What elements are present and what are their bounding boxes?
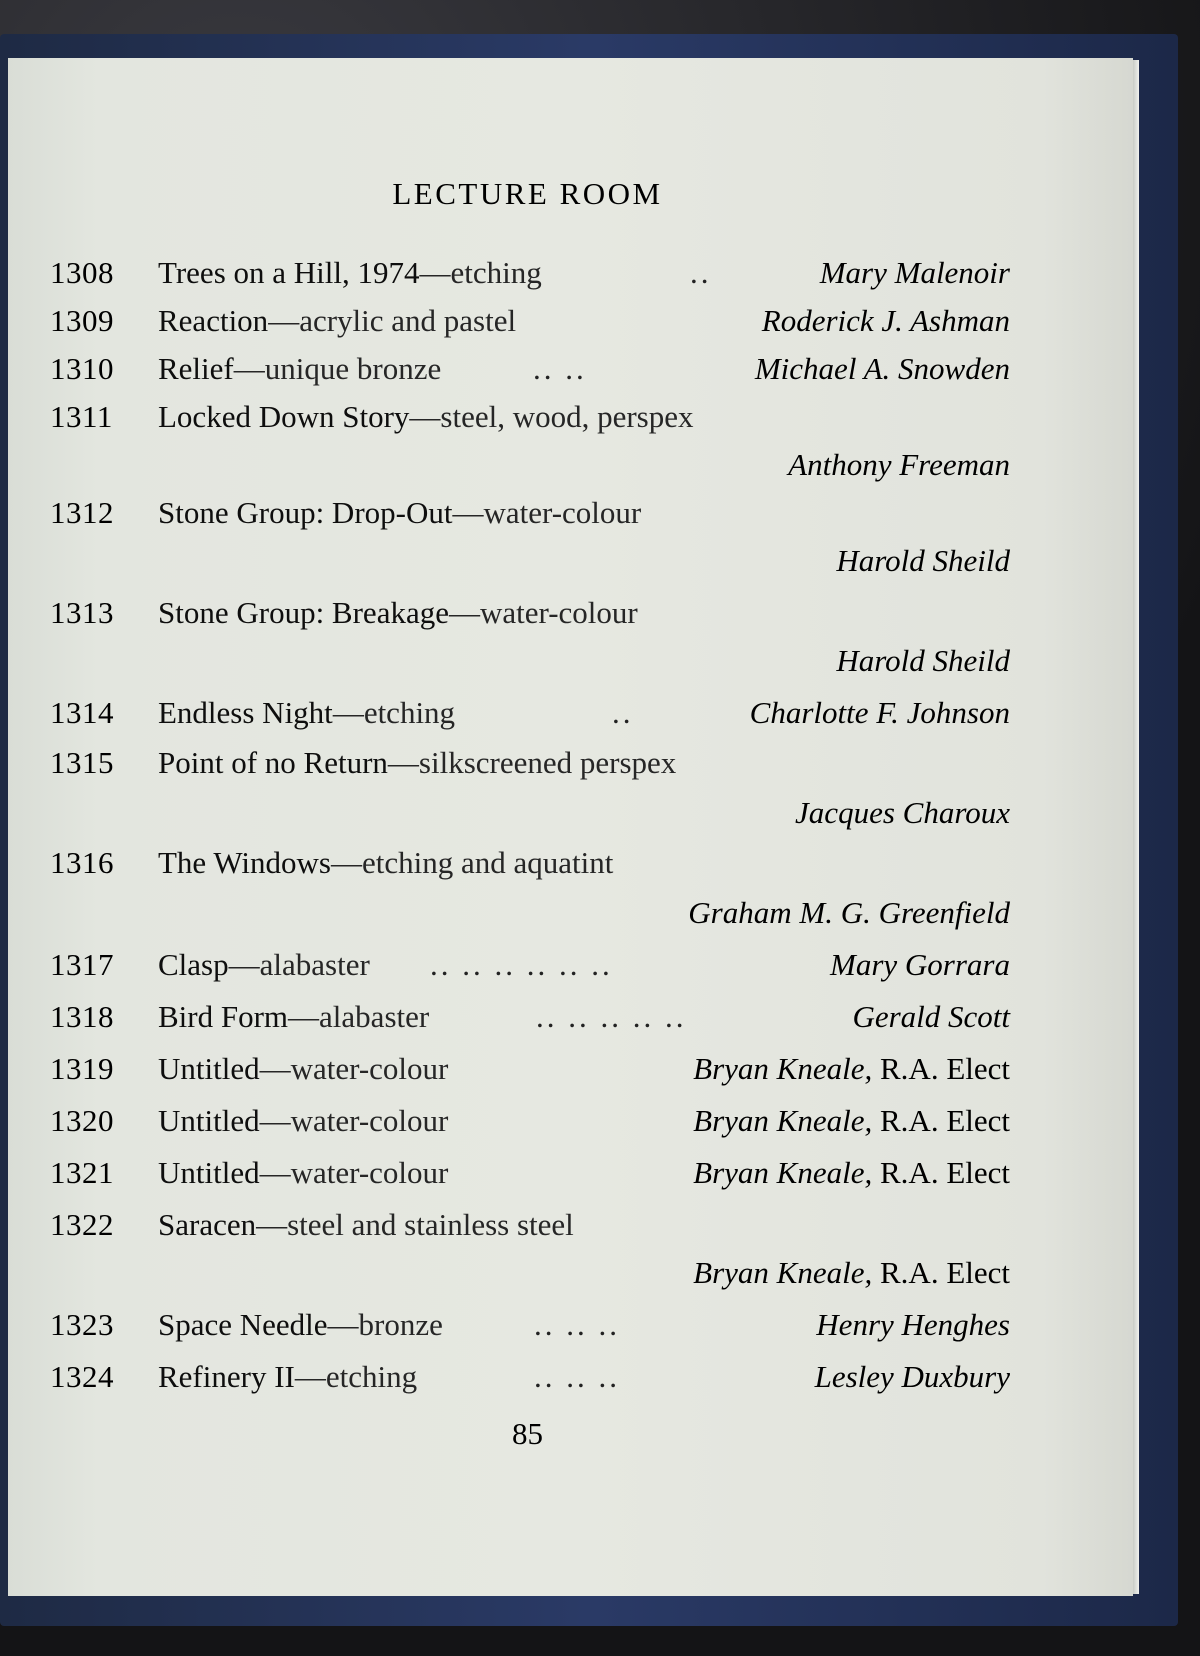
entry-artist	[755, 346, 1010, 392]
entry-artist	[762, 298, 1010, 344]
entry-work	[158, 740, 676, 786]
entry-artist	[693, 1098, 1010, 1144]
dot-leader: ..	[690, 255, 712, 290]
entry-medium: —silkscreened perspex	[387, 745, 677, 780]
catalogue-entry	[0, 740, 1200, 786]
entry-title: Untitled	[158, 1155, 260, 1190]
artist-name: Charlotte F. Johnson	[749, 695, 1010, 730]
entry-number: 1320	[50, 1103, 114, 1138]
entry-title: Trees on a Hill, 1974	[158, 255, 420, 290]
entry-number: 1323	[50, 1307, 114, 1342]
artist-name: Henry Henghes	[816, 1307, 1010, 1342]
dot-leader: .. ..	[533, 351, 587, 386]
catalogue-entry	[0, 942, 1200, 988]
artist-name: Bryan Kneale,	[693, 1103, 873, 1138]
artist-title: R.A. Elect	[872, 1255, 1010, 1290]
entry-medium: —steel, wood, perspex	[409, 399, 694, 434]
entry-work	[158, 1046, 448, 1092]
entry-title: Stone Group: Breakage	[158, 595, 449, 630]
entry-work	[158, 1098, 448, 1144]
entry-work	[158, 346, 441, 392]
entry-number: 1310	[50, 351, 114, 386]
catalogue-entry	[0, 1046, 1200, 1092]
entry-number: 1316	[50, 845, 114, 880]
dot-leader: .. .. ..	[534, 1359, 620, 1394]
catalogue-entry	[0, 840, 1200, 886]
catalogue-entry	[0, 690, 1200, 736]
entry-number: 1315	[50, 745, 114, 780]
artist-title: R.A. Elect	[872, 1051, 1010, 1086]
entry-work	[158, 250, 542, 296]
entry-title: Stone Group: Drop-Out	[158, 495, 453, 530]
entry-work	[158, 298, 516, 344]
entry-work	[158, 1150, 448, 1196]
entry-medium: —etching	[332, 695, 456, 730]
artist-name: Harold Sheild	[836, 543, 1010, 578]
entry-title: Refinery II	[158, 1359, 295, 1394]
entry-medium: —alabaster	[228, 947, 370, 982]
catalogue-entry-continued	[0, 538, 1200, 584]
entry-artist	[820, 250, 1010, 296]
entry-work	[158, 590, 638, 636]
dot-leader: ..	[612, 695, 634, 730]
entry-medium: —alabaster	[288, 999, 430, 1034]
entry-number: 1317	[50, 947, 114, 982]
artist-name: Bryan Kneale,	[693, 1155, 873, 1190]
entry-artist	[852, 994, 1010, 1040]
artist-name: Jacques Charoux	[795, 795, 1010, 830]
entry-number: 1321	[50, 1155, 114, 1190]
page-heading: LECTURE ROOM	[392, 176, 663, 211]
artist-name: Graham M. G. Greenfield	[688, 895, 1010, 930]
artist-name: Mary Gorrara	[830, 947, 1010, 982]
entry-medium: —water-colour	[452, 495, 642, 530]
entry-number: 1324	[50, 1359, 114, 1394]
entry-medium: —water-colour	[259, 1103, 449, 1138]
entry-title: Bird Form	[158, 999, 289, 1034]
artist-name: Mary Malenoir	[819, 255, 1010, 290]
entry-medium: —etching	[294, 1359, 418, 1394]
entry-title: Point of no Return	[158, 745, 388, 780]
entry-title: Clasp	[158, 947, 229, 982]
entry-number: 1312	[50, 495, 114, 530]
entry-medium: —water-colour	[259, 1155, 449, 1190]
artist-name: Lesley Duxbury	[814, 1359, 1010, 1394]
dot-leader: .. .. .. .. .. ..	[430, 947, 613, 982]
catalogue-entry	[0, 590, 1200, 636]
artist-name: Bryan Kneale,	[693, 1255, 873, 1290]
entry-medium: —etching and aquatint	[330, 845, 614, 880]
dot-leader: .. .. .. .. ..	[536, 999, 687, 1034]
catalogue-entry	[0, 490, 1200, 536]
entry-number: 1314	[50, 695, 114, 730]
entry-work	[158, 840, 613, 886]
entry-medium: —water-colour	[448, 595, 638, 630]
artist-name: Anthony Freeman	[788, 447, 1010, 482]
entry-work	[158, 394, 694, 440]
entry-medium: —acrylic and pastel	[268, 303, 517, 338]
entry-medium: —bronze	[327, 1307, 443, 1342]
catalogue-entry	[0, 1302, 1200, 1348]
entry-work	[158, 942, 370, 988]
entry-title: The Windows	[158, 845, 331, 880]
page-number: 85	[512, 1416, 543, 1451]
entry-number: 1309	[50, 303, 114, 338]
artist-title: R.A. Elect	[872, 1103, 1010, 1138]
catalogue-entry	[0, 394, 1200, 440]
entry-number: 1311	[50, 399, 113, 434]
entry-title: Space Needle	[158, 1307, 328, 1342]
entry-number: 1313	[50, 595, 114, 630]
entry-medium: —water-colour	[259, 1051, 449, 1086]
artist-title: R.A. Elect	[872, 1155, 1010, 1190]
artist-name: Bryan Kneale,	[693, 1051, 873, 1086]
entry-artist	[815, 1354, 1010, 1400]
entry-medium: —unique bronze	[233, 351, 442, 386]
catalogue-entry-continued	[0, 638, 1200, 684]
entry-number: 1308	[50, 255, 114, 290]
entry-title: Untitled	[158, 1103, 260, 1138]
catalogue-entry	[0, 1098, 1200, 1144]
entry-title: Relief	[158, 351, 234, 386]
artist-name: Gerald Scott	[852, 999, 1010, 1034]
catalogue-entry	[0, 994, 1200, 1040]
dot-leader: .. .. ..	[534, 1307, 620, 1342]
entry-artist	[795, 790, 1010, 836]
entry-work	[158, 1354, 417, 1400]
catalogue-entry-continued	[0, 890, 1200, 936]
entry-artist	[750, 690, 1010, 736]
entry-title: Saracen	[158, 1207, 257, 1242]
entry-medium: —steel and stainless steel	[256, 1207, 574, 1242]
catalogue-entry	[0, 346, 1200, 392]
artist-name: Harold Sheild	[836, 643, 1010, 678]
entry-title: Reaction	[158, 303, 269, 338]
entry-artist	[788, 442, 1010, 488]
entry-title: Untitled	[158, 1051, 260, 1086]
catalogue-entry-continued	[0, 442, 1200, 488]
entry-artist	[836, 538, 1010, 584]
entry-work	[158, 690, 455, 736]
entry-number: 1322	[50, 1207, 114, 1242]
entry-artist	[693, 1250, 1010, 1296]
catalogue-entry	[0, 1354, 1200, 1400]
catalogue-entry	[0, 1202, 1200, 1248]
entry-artist	[693, 1150, 1010, 1196]
entry-work	[158, 1302, 443, 1348]
catalogue-entry	[0, 250, 1200, 296]
entry-title: Locked Down Story	[158, 399, 410, 434]
entry-number: 1318	[50, 999, 114, 1034]
catalogue-entry-continued	[0, 1250, 1200, 1296]
catalogue-entry	[0, 1150, 1200, 1196]
entry-work	[158, 1202, 574, 1248]
entry-artist	[816, 1302, 1010, 1348]
entry-artist	[688, 890, 1010, 936]
catalogue-entry-continued	[0, 790, 1200, 836]
artist-name: Roderick J. Ashman	[761, 303, 1010, 338]
entry-title: Endless Night	[158, 695, 333, 730]
entry-artist	[693, 1046, 1010, 1092]
artist-name: Michael A. Snowden	[754, 351, 1010, 386]
entry-number: 1319	[50, 1051, 114, 1086]
entry-artist	[836, 638, 1010, 684]
entry-work	[158, 490, 641, 536]
entry-work	[158, 994, 429, 1040]
entry-medium: —etching	[419, 255, 542, 290]
catalogue-entry	[0, 298, 1200, 344]
entry-artist	[830, 942, 1010, 988]
